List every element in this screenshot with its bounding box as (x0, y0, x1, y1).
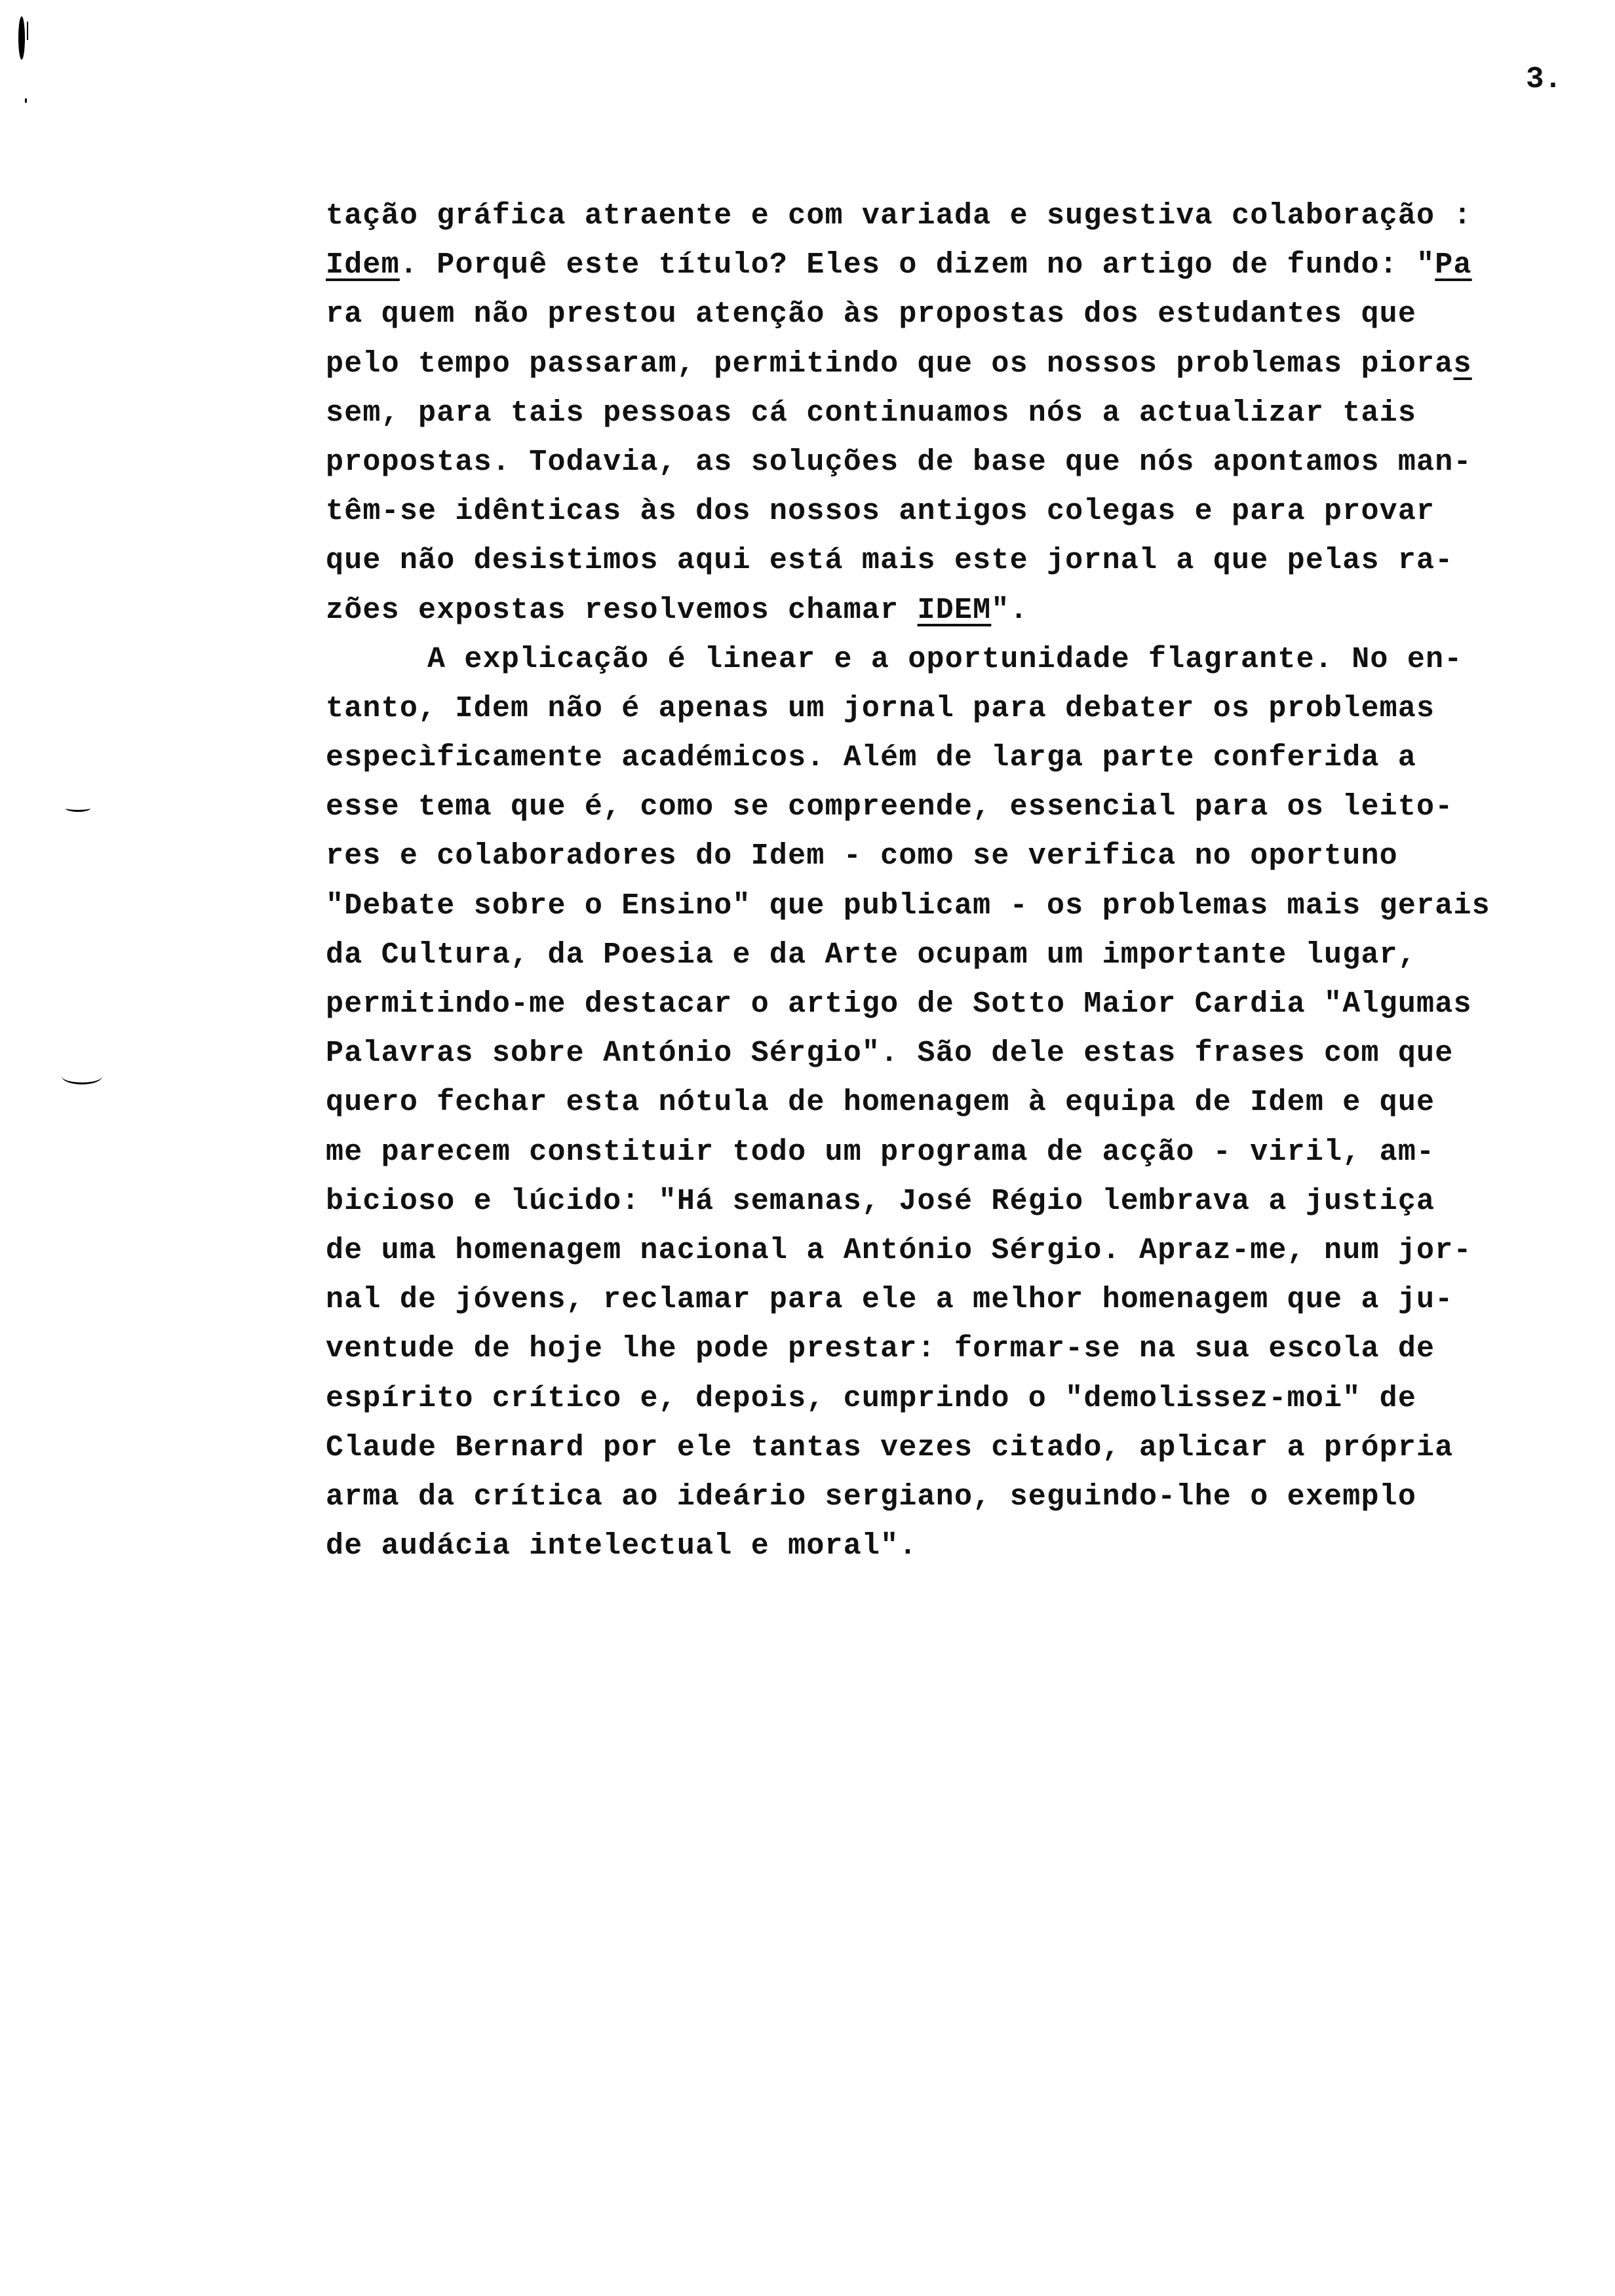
text-line (326, 586, 1610, 635)
text-line (326, 290, 1610, 339)
text-segment: de uma homenagem nacional a António Sérgio. Apraz-me, num jor- (326, 1233, 1472, 1267)
text-segment: tanto, Idem não é apenas um jornal para debater os problemas (326, 691, 1435, 725)
text-segment: nal de jóvens, reclamar para ele a melhor homenagem que a ju- (326, 1283, 1454, 1317)
text-segment: ventude de hoje lhe pode prestar: formar-se na sua escola de (326, 1332, 1435, 1366)
text-line (326, 1078, 1610, 1127)
text-line (326, 487, 1610, 536)
text-line (326, 684, 1610, 733)
text-line (326, 1128, 1610, 1177)
text-line (326, 1374, 1610, 1423)
text-line (326, 832, 1610, 881)
text-line (326, 191, 1610, 240)
text-line (326, 240, 1610, 290)
text-line (326, 1521, 1610, 1571)
text-line (326, 1177, 1610, 1226)
text-line (326, 930, 1610, 980)
text-line (326, 1324, 1610, 1373)
text-segment: propostas. Todavia, as soluções de base que nós apontamos man- (326, 445, 1472, 479)
body-text (326, 191, 1610, 1571)
text-segment: têm-se idênticas às dos nossos antigos colegas e para provar (326, 495, 1435, 529)
text-line (326, 1423, 1610, 1472)
text-segment: me parecem constituir todo um programa de acção - viril, am- (326, 1135, 1435, 1169)
paragraph (326, 191, 1610, 635)
underlined-text: s (1453, 347, 1472, 381)
underlined-text: Idem (326, 248, 400, 282)
text-line (326, 635, 1610, 684)
text-segment: tação gráfica atraente e com variada e sugestiva colaboração : (326, 199, 1472, 233)
text-segment: bicioso e lúcido: "Há semanas, José Régio lembrava a justiça (326, 1184, 1435, 1218)
text-line (326, 1275, 1610, 1324)
text-segment: ". (991, 593, 1028, 627)
text-line (326, 980, 1610, 1029)
punch-mark-tick-icon (27, 22, 28, 40)
text-line (326, 389, 1610, 438)
text-segment: da Cultura, da Poesia e da Arte ocupam um importante lugar, (326, 938, 1417, 972)
text-segment: Claude Bernard por ele tantas vezes citado, aplicar a própria (326, 1430, 1454, 1464)
text-line (326, 438, 1610, 487)
text-line (326, 1029, 1610, 1078)
underlined-text: IDEM (917, 593, 992, 627)
text-segment: zões expostas resolvemos chamar (326, 593, 918, 627)
text-segment: espírito crítico e, depois, cumprindo o "demolissez-moi" de (326, 1381, 1417, 1415)
text-line (326, 782, 1610, 832)
text-segment: A explicação é linear e a oportunidade flagrante. No en- (427, 642, 1463, 676)
page-number: 3. (1526, 62, 1563, 96)
text-segment: de audácia intelectual e moral". (326, 1529, 918, 1563)
text-segment: que não desistimos aqui está mais este jornal a que pelas ra- (326, 544, 1454, 578)
text-line (326, 1472, 1610, 1521)
text-segment: esse tema que é, como se compreende, essencial para os leito- (326, 790, 1454, 824)
text-line (326, 339, 1610, 389)
text-segment: "Debate sobre o Ensino" que publicam - os problemas mais gerais (326, 889, 1490, 923)
text-segment: especìficamente académicos. Além de larga parte conferida a (326, 741, 1417, 775)
punch-mark-icon (18, 16, 25, 60)
text-segment: permitindo-me destacar o artigo de Sotto Maior Cardia "Algumas (326, 987, 1472, 1021)
text-segment: ra quem não prestou atenção às propostas dos estudantes que (326, 297, 1417, 332)
text-segment: . Porquê este título? Eles o dizem no artigo de fundo: " (399, 248, 1435, 282)
text-segment: res e colaboradores do Idem - como se verifica no oportuno (326, 839, 1398, 873)
text-line (326, 1226, 1610, 1275)
text-line (326, 536, 1610, 585)
text-line (326, 733, 1610, 782)
text-segment: quero fechar esta nótula de homenagem à equipa de Idem e que (326, 1086, 1435, 1120)
text-line (326, 881, 1610, 930)
speck-mark-icon (25, 98, 27, 103)
text-segment: arma da crítica ao ideário sergiano, seguindo-lhe o exemplo (326, 1480, 1417, 1514)
text-segment: sem, para tais pessoas cá continuamos nós a actualizar tais (326, 396, 1417, 430)
text-segment: Palavras sobre António Sérgio". São dele estas frases com que (326, 1037, 1454, 1071)
underlined-text: Pa (1435, 248, 1472, 282)
text-segment: pelo tempo passaram, permitindo que os nossos problemas piora (326, 347, 1454, 381)
binder-hole-arc-icon (62, 1068, 102, 1084)
paragraph (326, 635, 1610, 1571)
binder-hole-arc-icon (66, 805, 90, 812)
